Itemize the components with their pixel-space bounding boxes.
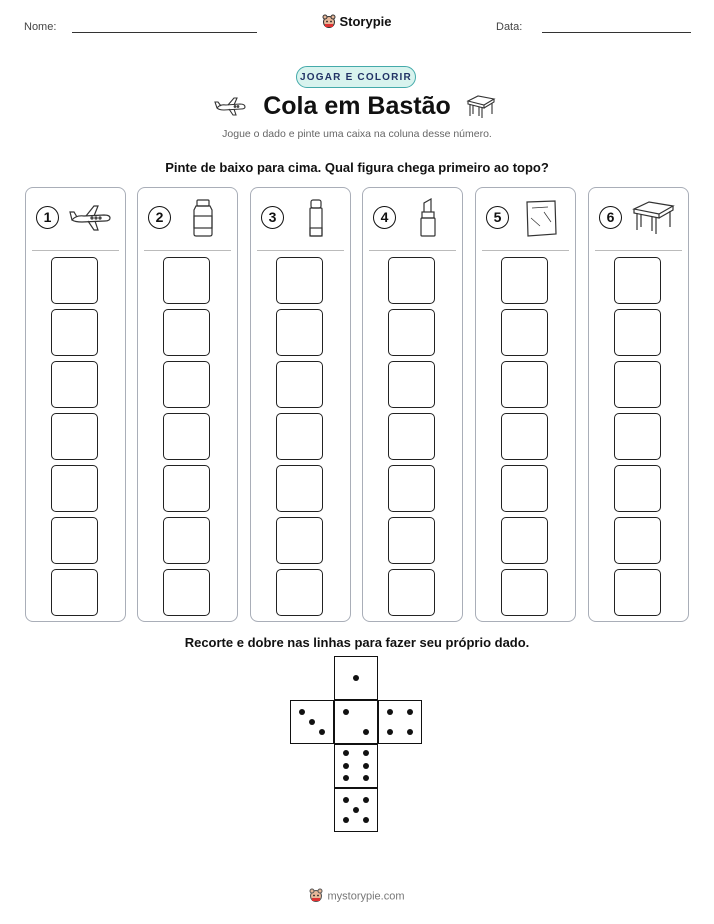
- activity-badge: JOGAR E COLORIR: [296, 66, 416, 88]
- color-box[interactable]: [276, 413, 323, 460]
- color-box[interactable]: [614, 413, 661, 460]
- dice-pip: [343, 763, 349, 769]
- color-box[interactable]: [51, 413, 98, 460]
- name-label: Nome:: [24, 21, 57, 33]
- dice-pip: [343, 797, 349, 803]
- page-subtitle: Jogue o dado e pinte uma caixa na coluna desse número.: [222, 128, 492, 140]
- color-box[interactable]: [163, 361, 210, 408]
- color-box[interactable]: [276, 517, 323, 564]
- storypie-logo-icon: [309, 888, 323, 905]
- dice-pip: [343, 775, 349, 781]
- column-header: [138, 188, 237, 250]
- table-icon: [466, 94, 496, 125]
- column-5: [475, 187, 576, 622]
- dice-pip: [387, 709, 393, 715]
- name-line[interactable]: [72, 32, 257, 33]
- column-number: 1: [36, 206, 59, 229]
- dice-face-3: [290, 700, 334, 744]
- color-box[interactable]: [501, 257, 548, 304]
- color-box[interactable]: [51, 257, 98, 304]
- column-number: 2: [148, 206, 171, 229]
- color-box[interactable]: [276, 257, 323, 304]
- column-number: 4: [373, 206, 396, 229]
- table-icon: [631, 198, 677, 238]
- column-header: [589, 188, 688, 250]
- color-box[interactable]: [388, 309, 435, 356]
- dice-pip: [309, 719, 315, 725]
- date-line[interactable]: [542, 32, 691, 33]
- dice-pip: [319, 729, 325, 735]
- paper-sheet-icon: [518, 198, 564, 238]
- dice-pip: [387, 729, 393, 735]
- color-box[interactable]: [163, 413, 210, 460]
- dice-net: [290, 656, 424, 834]
- dice-pip: [363, 797, 369, 803]
- column-header: [476, 188, 575, 250]
- color-box[interactable]: [163, 465, 210, 512]
- color-box[interactable]: [614, 465, 661, 512]
- color-box[interactable]: [276, 361, 323, 408]
- column-6: [588, 187, 689, 622]
- color-box[interactable]: [163, 569, 210, 616]
- game-instruction: Pinte de baixo para cima. Qual figura chega primeiro ao topo?: [165, 160, 549, 175]
- color-box[interactable]: [614, 569, 661, 616]
- storypie-logo-icon: [322, 14, 336, 31]
- color-box[interactable]: [614, 361, 661, 408]
- color-box[interactable]: [51, 517, 98, 564]
- color-box[interactable]: [388, 569, 435, 616]
- dice-pip: [407, 729, 413, 735]
- column-number: 5: [486, 206, 509, 229]
- brand-name: Storypie: [339, 14, 392, 29]
- glue-bottle-icon: [180, 198, 226, 238]
- color-box[interactable]: [163, 517, 210, 564]
- color-box[interactable]: [163, 309, 210, 356]
- column-header: [26, 188, 125, 250]
- brand: [0, 14, 714, 31]
- color-box[interactable]: [51, 569, 98, 616]
- color-box[interactable]: [51, 465, 98, 512]
- dice-pip: [353, 675, 359, 681]
- column-number: 6: [599, 206, 622, 229]
- color-box[interactable]: [388, 361, 435, 408]
- column-3: [250, 187, 351, 622]
- color-box[interactable]: [388, 413, 435, 460]
- color-box[interactable]: [163, 257, 210, 304]
- dice-pip: [363, 775, 369, 781]
- color-box[interactable]: [276, 309, 323, 356]
- footer: [0, 888, 714, 905]
- column-4: [362, 187, 463, 622]
- footer-url[interactable]: mystorypie.com: [327, 890, 405, 903]
- color-box[interactable]: [614, 309, 661, 356]
- color-box[interactable]: [501, 569, 548, 616]
- dice-pip: [299, 709, 305, 715]
- dice-pip: [407, 709, 413, 715]
- color-box[interactable]: [276, 465, 323, 512]
- airplane-icon: [68, 198, 114, 238]
- column-divider: [369, 250, 456, 251]
- color-box[interactable]: [276, 569, 323, 616]
- column-2: [137, 187, 238, 622]
- color-box[interactable]: [614, 517, 661, 564]
- dice-face-6: [334, 744, 378, 788]
- column-divider: [257, 250, 344, 251]
- dice-face-1: [334, 656, 378, 700]
- dice-pip: [343, 709, 349, 715]
- color-box[interactable]: [501, 517, 548, 564]
- column-header: [251, 188, 350, 250]
- column-1: [25, 187, 126, 622]
- dice-pip: [363, 729, 369, 735]
- color-box[interactable]: [501, 309, 548, 356]
- dice-pip: [343, 750, 349, 756]
- column-divider: [32, 250, 119, 251]
- color-box[interactable]: [388, 257, 435, 304]
- color-box[interactable]: [501, 465, 548, 512]
- color-box[interactable]: [501, 413, 548, 460]
- color-box[interactable]: [51, 309, 98, 356]
- dice-pip: [363, 817, 369, 823]
- dice-pip: [363, 750, 369, 756]
- page-title: Cola em Bastão: [263, 92, 451, 120]
- date-label: Data:: [496, 21, 523, 33]
- column-header: [363, 188, 462, 250]
- color-box[interactable]: [51, 361, 98, 408]
- glue-stick-icon: [293, 198, 339, 238]
- color-box[interactable]: [614, 257, 661, 304]
- dice-pip: [363, 763, 369, 769]
- column-divider: [482, 250, 569, 251]
- color-box[interactable]: [388, 465, 435, 512]
- dice-instruction: Recorte e dobre nas linhas para fazer seu próprio dado.: [184, 635, 530, 650]
- column-number: 3: [261, 206, 284, 229]
- dice-pip: [343, 817, 349, 823]
- column-divider: [144, 250, 231, 251]
- color-box[interactable]: [501, 361, 548, 408]
- lipstick-icon: [405, 198, 451, 238]
- dice-pip: [353, 807, 359, 813]
- dice-face-4: [378, 700, 422, 744]
- color-box[interactable]: [388, 517, 435, 564]
- column-divider: [595, 250, 682, 251]
- dice-face-5: [334, 788, 378, 832]
- dice-face-2: [334, 700, 378, 744]
